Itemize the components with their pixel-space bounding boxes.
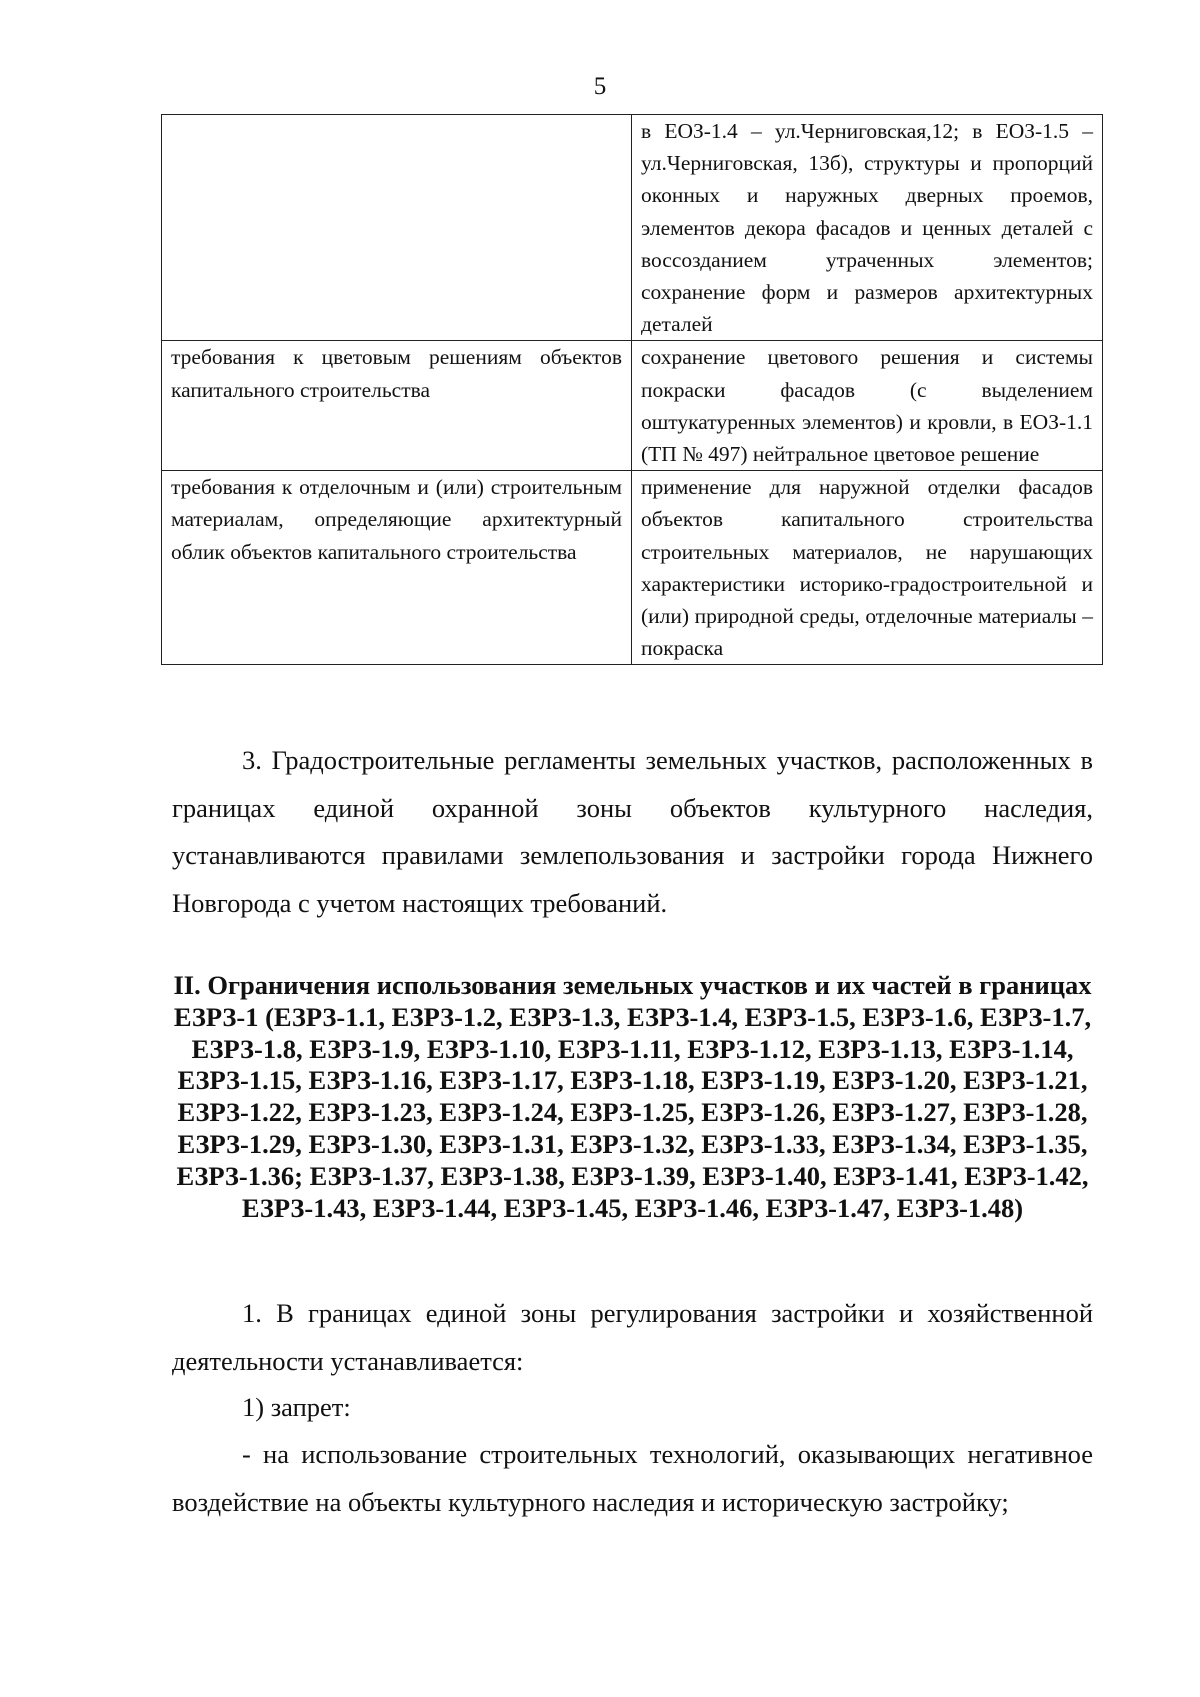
table-cell-requirement: требования к цветовым решениям объектов капитального строительства — [162, 341, 632, 471]
list-item-dash: - на использование строительных технологий, оказывающих негативное воздействие на объекты культурного наследия и историческую застройку; — [172, 1439, 1093, 1517]
page-number: 5 — [593, 73, 607, 100]
table-row — [162, 115, 1103, 341]
table-cell-requirement — [162, 115, 632, 341]
list-item-1: 1) запрет: — [242, 1392, 351, 1422]
paragraph-1: 1. В границах единой зоны регулирования застройки и хозяйственной деятельности устанавливается: — [172, 1298, 1093, 1376]
regulations-table — [161, 114, 1103, 665]
paragraph-3: 3. Градостроительные регламенты земельных участков, расположенных в границах единой охранной зоны объектов культурного наследия, устанавливаются правилами землепользования и застройки города Нижнего Новгорода с учетом настоящих требований. — [172, 745, 1093, 918]
table-cell-value: применение для наружной отделки фасадов объектов капитального строительства строительных материалов, не нарушающих характеристики историко-градостроительной и (или) природной среды, отделочные материалы – покраска — [632, 471, 1103, 665]
table-cell-requirement: требования к отделочным и (или) строительным материалам, определяющие архитектурный облик объектов капитального строительства — [162, 471, 632, 665]
table-cell-value: сохранение цветового решения и системы покраски фасадов (с выделением оштукатуренных элементов) и кровли, в ЕОЗ-1.1 (ТП № 497) нейтральное цветовое решение — [632, 341, 1103, 471]
section-heading: II. Ограничения использования земельных участков и их частей в границах ЕЗРЗ-1 (ЕЗРЗ-1.1, ЕЗРЗ-1.2, ЕЗРЗ-1.3, ЕЗРЗ-1.4, ЕЗРЗ-1.5, ЕЗРЗ-1.6, ЕЗРЗ-1.7, ЕЗРЗ-1.8, ЕЗРЗ-1.9, ЕЗРЗ-1.10, ЕЗРЗ-1.11, ЕЗРЗ-1.12, ЕЗРЗ-1.13, ЕЗРЗ-1.14, ЕЗРЗ-1.15, ЕЗРЗ-1.16, ЕЗРЗ-1.17, ЕЗРЗ-1.18, ЕЗРЗ-1.19, ЕЗРЗ-1.20, ЕЗРЗ-1.21, ЕЗРЗ-1.22, ЕЗРЗ-1.23, ЕЗРЗ-1.24, ЕЗРЗ-1.25, ЕЗРЗ-1.26, ЕЗРЗ-1.27, ЕЗРЗ-1.28, ЕЗРЗ-1.29, ЕЗРЗ-1.30, ЕЗРЗ-1.31, ЕЗРЗ-1.32, ЕЗРЗ-1.33, ЕЗРЗ-1.34, ЕЗРЗ-1.35, ЕЗРЗ-1.36; ЕЗРЗ-1.37, ЕЗРЗ-1.38, ЕЗРЗ-1.39, ЕЗРЗ-1.40, ЕЗРЗ-1.41, ЕЗРЗ-1.42, ЕЗРЗ-1.43, ЕЗРЗ-1.44, ЕЗРЗ-1.45, ЕЗРЗ-1.46, ЕЗРЗ-1.47, ЕЗРЗ-1.48) — [173, 970, 1092, 1223]
table-row — [162, 341, 1103, 471]
table-cell-value: в ЕОЗ-1.4 – ул.Черниговская,12; в ЕОЗ-1.5 – ул.Черниговская, 13б), структуры и пропорций оконных и наружных дверных проемов, элементов декора фасадов и ценных деталей с воссозданием утраченных элементов; сохранение форм и размеров архитектурных деталей — [632, 115, 1103, 341]
table-row — [162, 471, 1103, 665]
